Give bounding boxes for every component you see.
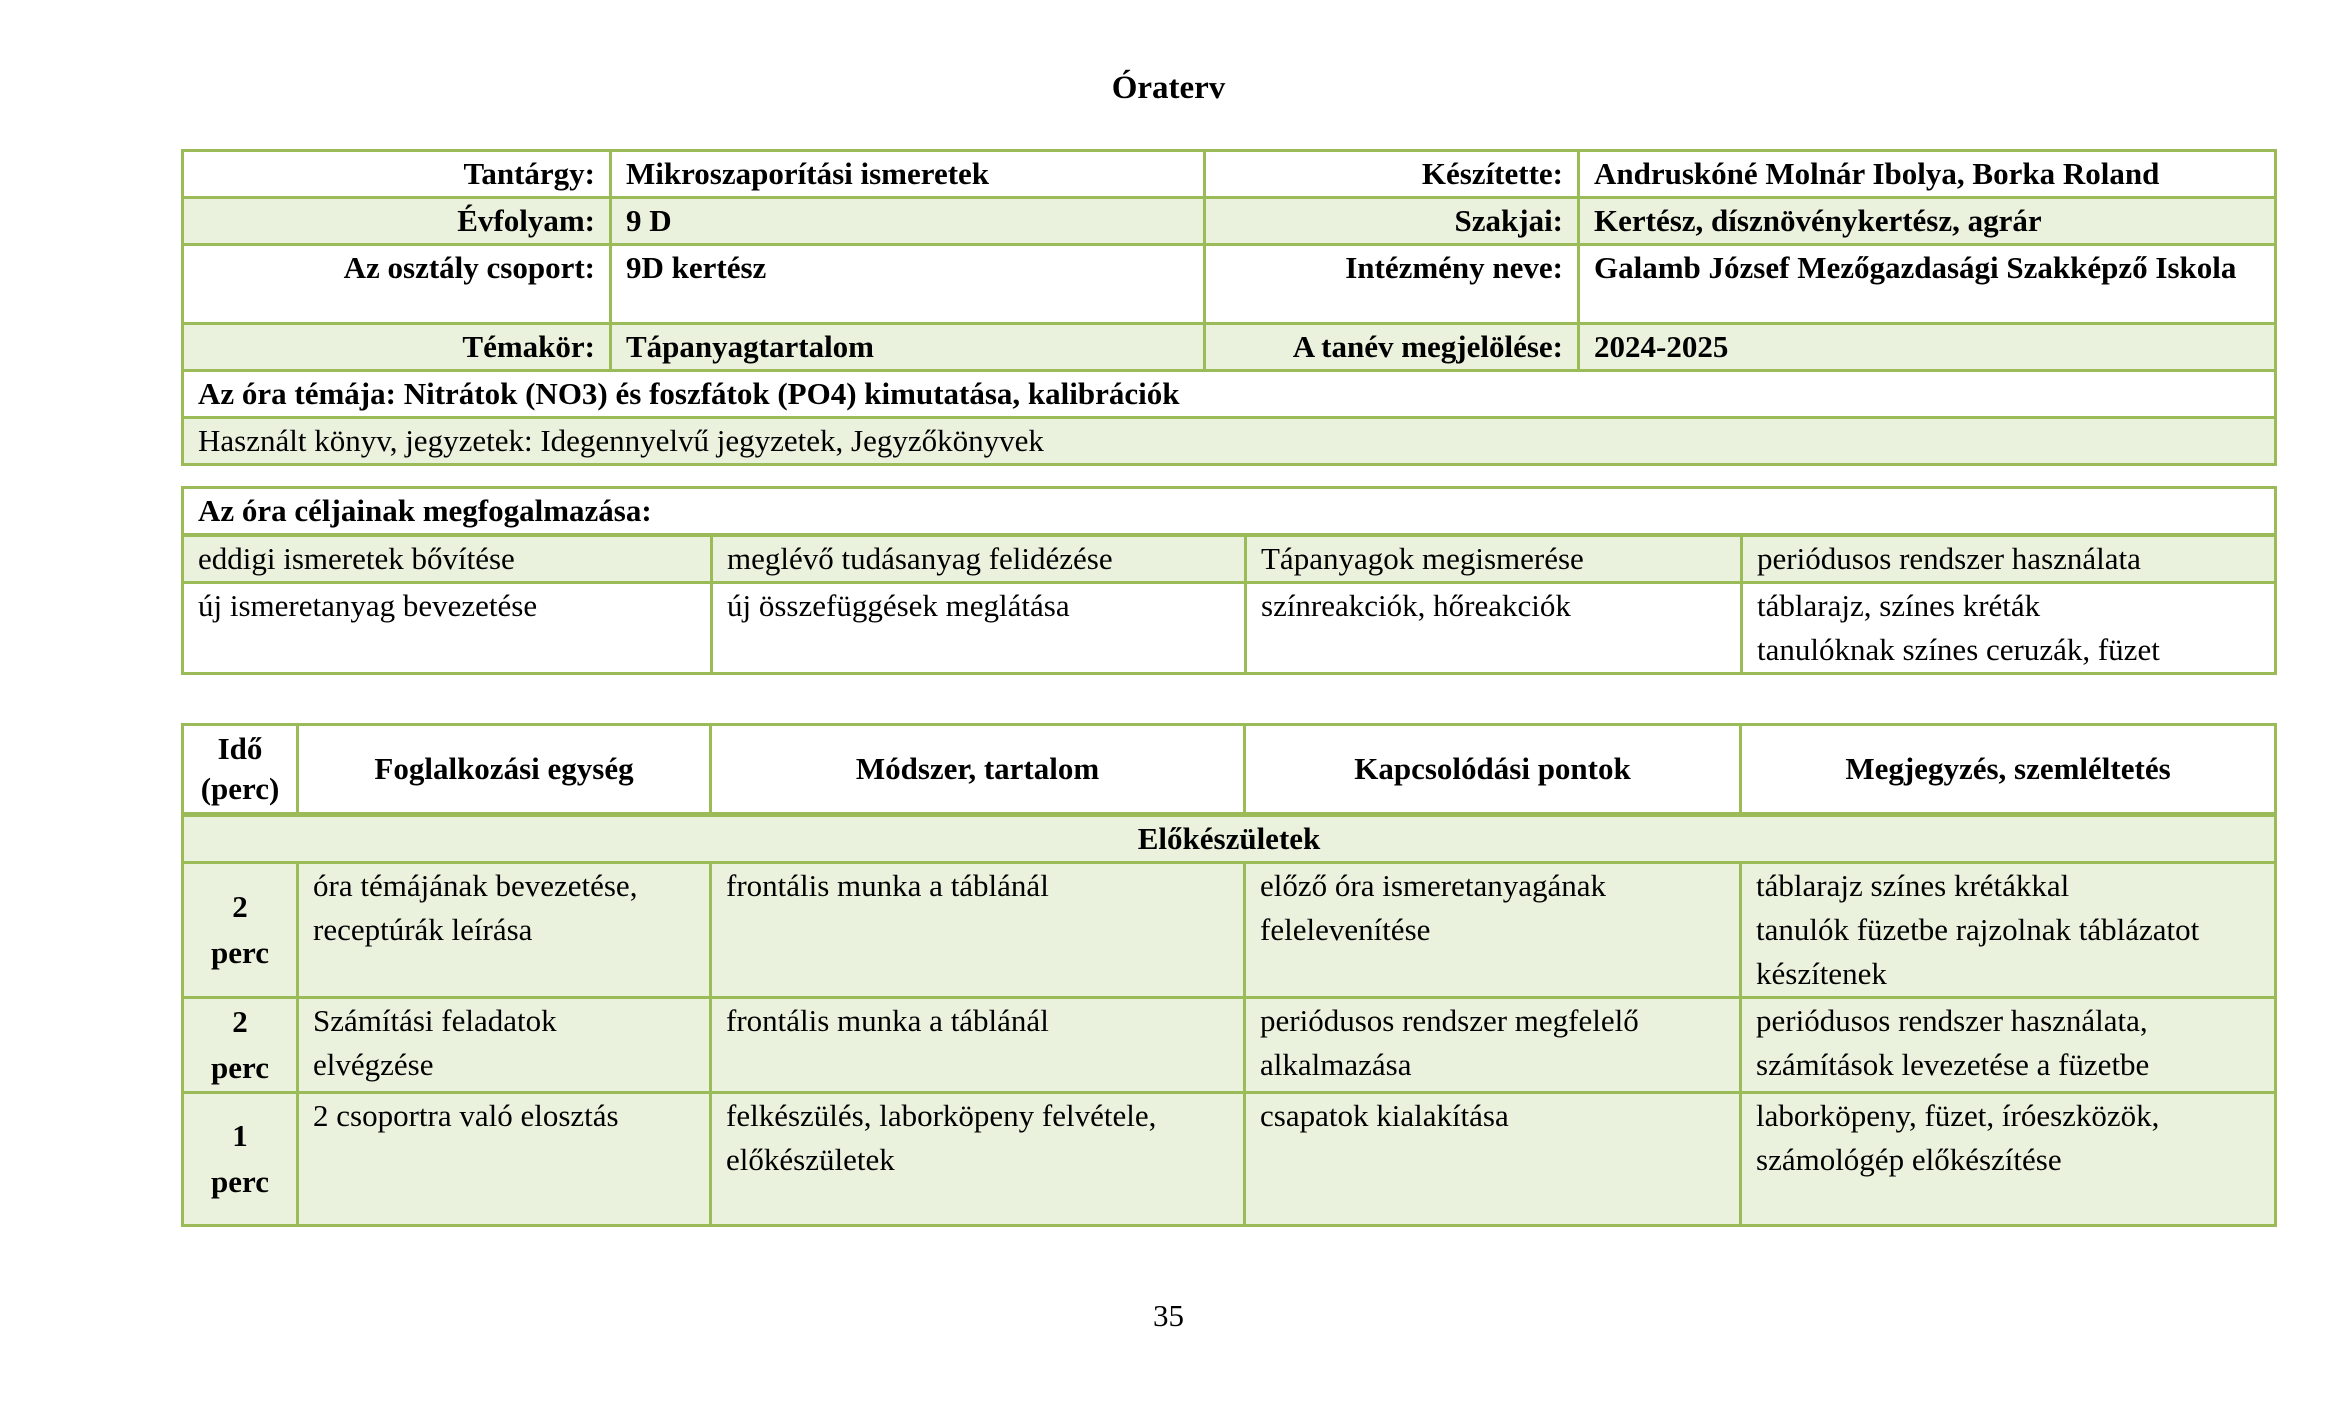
cell-line: alkalmazása [1260,1047,1412,1082]
notes-cell [1741,998,2276,1093]
info-value: Tápanyagtartalom [611,324,1205,371]
section-row [183,815,2276,863]
goal-cell: periódusos rendszer használata [1742,535,2276,583]
goals-row [183,583,2276,674]
cell-line: periódusos rendszer használata, [1756,1003,2148,1038]
goals-heading: Az óra céljainak megfogalmazása: [183,488,2276,536]
cell-line: készítenek [1756,956,1887,991]
goal-line: táblarajz, színes kréták [1757,588,2041,623]
time-cell [183,998,298,1093]
time-value: 2 [232,1004,248,1039]
header-time-unit: (perc) [200,771,280,806]
goal-cell: színreakciók, hőreakciók [1246,583,1742,674]
info-value: 2024-2025 [1579,324,2276,371]
cell-line: számítások levezetése a füzetbe [1756,1047,2150,1082]
info-row-group [183,245,2276,324]
plan-header-row [183,725,2276,815]
page-title: Óraterv [1111,70,1226,106]
unit-cell [298,998,711,1093]
unit-cell [298,1093,711,1226]
time-value: 1 [232,1118,248,1153]
time-unit: perc [211,1050,269,1085]
cell-line: csapatok kialakítása [1260,1098,1509,1133]
plan-row [183,863,2276,998]
goal-cell: eddigi ismeretek bővítése [183,535,712,583]
goal-cell [1742,583,2276,674]
info-value: Kertész, dísznövénykertész, agrár [1579,198,2276,245]
plan-row [183,998,2276,1093]
info-value: Andruskóné Molnár Ibolya, Borka Roland [1579,151,2276,198]
cell-line: laborköpeny, füzet, íróeszközök, [1756,1098,2160,1133]
info-label: Évfolyam: [183,198,611,245]
time-unit: perc [211,1164,269,1199]
info-value: 9 D [611,198,1205,245]
goal-line: tanulóknak színes ceruzák, füzet [1757,632,2160,667]
cell-line: felkészülés, laborköpeny felvétele, [726,1098,1157,1133]
method-cell [711,863,1245,998]
unit-cell [298,863,711,998]
header-time-label: Idő [217,731,263,766]
used-books: Használt könyv, jegyzetek: Idegennyelvű jegyzetek, Jegyzőkönyvek [183,418,2276,465]
lesson-topic: Az óra témája: Nitrátok (NO3) és foszfátok (PO4) kimutatása, kalibrációk [183,371,2276,418]
info-row-grade [183,198,2276,245]
cell-line: elvégzése [313,1047,434,1082]
info-label: Tantárgy: [183,151,611,198]
cell-line: óra témájának bevezetése, [313,868,638,903]
info-row-books [183,418,2276,465]
time-cell [183,863,298,998]
info-label: A tanév megjelölése: [1205,324,1579,371]
notes-cell [1741,1093,2276,1226]
cell-line: receptúrák leírása [313,912,533,947]
links-cell [1245,998,1741,1093]
cell-line: felelevenítése [1260,912,1431,947]
info-label: Témakör: [183,324,611,371]
header-unit: Foglalkozási egység [298,725,711,815]
cell-line: frontális munka a táblánál [726,1003,1049,1038]
goals-row [183,535,2276,583]
cell-line: táblarajz színes krétákkal [1756,868,2070,903]
plan-row [183,1093,2276,1226]
goals-table [181,486,2277,675]
time-cell [183,1093,298,1226]
goal-cell: új összefüggések meglátása [712,583,1246,674]
cell-line: frontális munka a táblánál [726,868,1049,903]
time-value: 2 [232,889,248,924]
info-value: Mikroszaporítási ismeretek [611,151,1205,198]
header-time [183,725,298,815]
section-title: Előkészületek [183,815,2276,863]
page-number: 35 [1153,1298,1184,1333]
notes-cell [1741,863,2276,998]
goal-cell: Tápanyagok megismerése [1246,535,1742,583]
links-cell [1245,863,1741,998]
cell-line: 2 csoportra való elosztás [313,1098,619,1133]
cell-line: tanulók füzetbe rajzolnak táblázatot [1756,912,2200,947]
cell-line: előző óra ismeretanyagának [1260,868,1606,903]
cell-line: Számítási feladatok [313,1003,557,1038]
header-links: Kapcsolódási pontok [1245,725,1741,815]
lesson-plan-table [181,723,2277,1227]
info-row-topic-area [183,324,2276,371]
goals-heading-row [183,488,2276,536]
info-row-subject [183,151,2276,198]
info-label: Szakjai: [1205,198,1579,245]
info-label: Intézmény neve: [1205,245,1579,324]
info-label: Az osztály csoport: [183,245,611,324]
goal-cell: meglévő tudásanyag felidézése [712,535,1246,583]
method-cell [711,1093,1245,1226]
cell-line: számológép előkészítése [1756,1142,2062,1177]
header-notes: Megjegyzés, szemléltetés [1741,725,2276,815]
method-cell [711,998,1245,1093]
info-row-lesson-topic [183,371,2276,418]
goal-cell: új ismeretanyag bevezetése [183,583,712,674]
lesson-info-table [181,149,2277,466]
header-method: Módszer, tartalom [711,725,1245,815]
links-cell [1245,1093,1741,1226]
cell-line: előkészületek [726,1142,895,1177]
time-unit: perc [211,935,269,970]
cell-line: periódusos rendszer megfelelő [1260,1003,1639,1038]
info-value: Galamb József Mezőgazdasági Szakképző Iskola [1579,245,2276,324]
info-value: 9D kertész [611,245,1205,324]
info-label: Készítette: [1205,151,1579,198]
